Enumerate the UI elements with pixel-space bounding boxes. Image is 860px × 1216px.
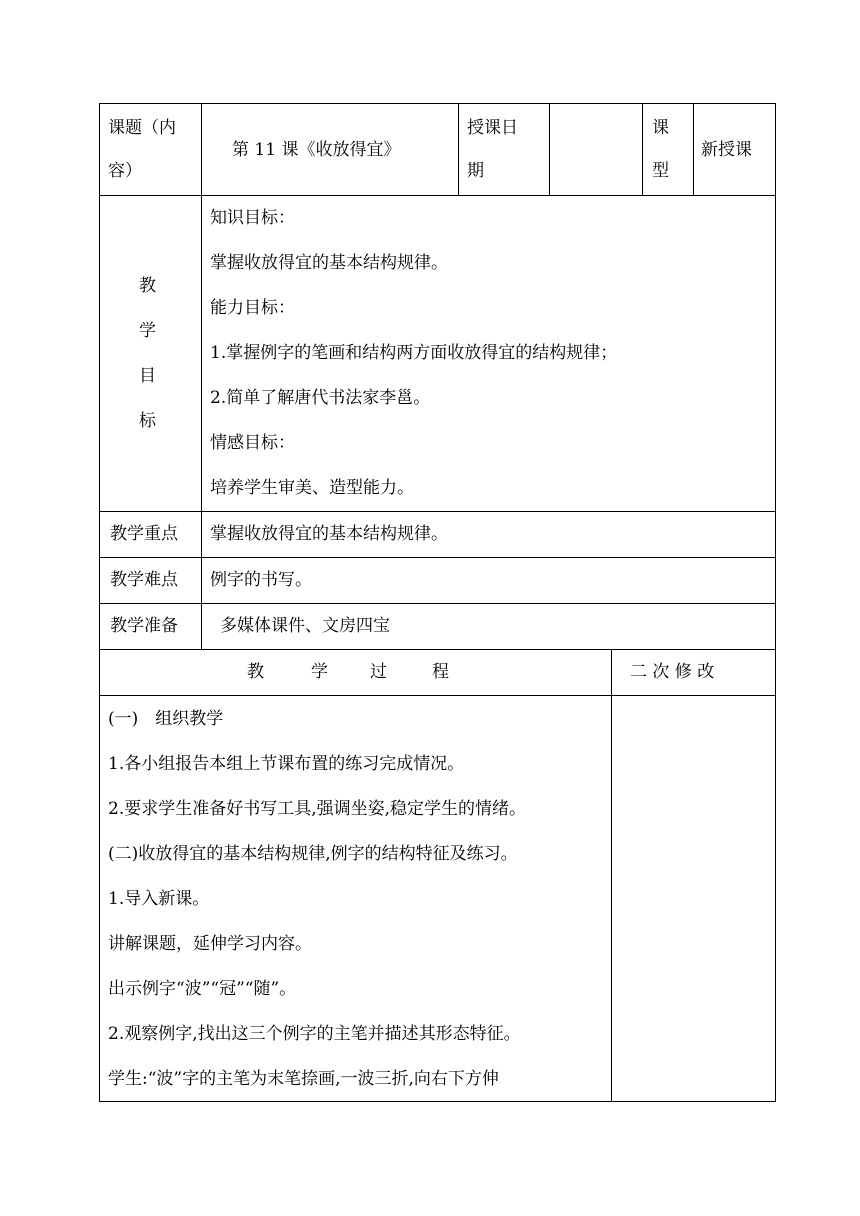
process-line: 讲解课题，延伸学习内容。 [108, 934, 312, 954]
topic-value: 第 11 课《收放得宜》 [232, 140, 401, 160]
preparation-label: 教学准备 [110, 616, 178, 636]
objectives-label-char: 学 [139, 321, 156, 341]
topic-label-cont: 容） [108, 161, 142, 181]
revision-label: 二 次 修 改 [630, 662, 715, 682]
process-header-char: 程 [432, 662, 449, 682]
border-row6-bottom [99, 695, 776, 696]
objectives-label-char: 教 [139, 276, 156, 296]
difficulty-value: 例字的书写。 [210, 570, 312, 590]
border-left [99, 103, 100, 1102]
process-line: 2.要求学生准备好书写工具,强调坐姿,稳定学生的情绪。 [108, 799, 527, 819]
process-line: 1.导入新课。 [108, 889, 210, 909]
border-row1-col2 [458, 103, 459, 195]
process-header-char: 教 [247, 662, 264, 682]
type-label-cont: 型 [652, 161, 669, 181]
process-line: 2.观察例字,找出这三个例字的主笔并描述其形态特征。 [108, 1024, 521, 1044]
border-row1-col3 [549, 103, 550, 195]
key-point-value: 掌握收放得宜的基本结构规律。 [210, 524, 448, 544]
border-process-col [611, 649, 612, 1101]
process-header-char: 学 [311, 662, 328, 682]
objective-line: 能力目标： [210, 298, 295, 318]
difficulty-label: 教学难点 [110, 570, 178, 590]
objectives-label-char: 标 [139, 411, 156, 431]
type-label: 课 [652, 118, 669, 138]
objective-line: 知识目标： [210, 208, 295, 228]
objective-line: 培养学生审美、造型能力。 [210, 478, 414, 498]
objective-line: 1.掌握例字的笔画和结构两方面收放得宜的结构规律； [210, 343, 618, 363]
border-row1-col5 [693, 103, 694, 195]
border-bottom [99, 1101, 776, 1102]
process-header-char: 过 [370, 662, 387, 682]
process-line: (一) 组织教学 [108, 709, 224, 729]
objective-line: 情感目标： [210, 433, 295, 453]
border-row1-col4 [642, 103, 643, 195]
process-line: 学生:“波”字的主笔为末笔捺画,一波三折,向右下方伸 [108, 1069, 499, 1089]
border-right [775, 103, 776, 1102]
objectives-label-char: 目 [139, 366, 156, 386]
date-label: 授课日 [467, 118, 518, 138]
border-row1-col1 [201, 103, 202, 195]
objective-line: 2.简单了解唐代书法家李邕。 [210, 388, 431, 408]
date-label-cont: 期 [467, 161, 484, 181]
process-line: 1.各小组报告本组上节课布置的练习完成情况。 [108, 754, 465, 774]
process-line: (二)收放得宜的基本结构规律,例字的结构特征及练习。 [108, 844, 518, 864]
type-value: 新授课 [701, 140, 752, 160]
topic-label: 课题（内 [108, 118, 176, 138]
process-line: 出示例字“波”“冠”“随”。 [108, 979, 297, 999]
border-label-col [201, 195, 202, 649]
key-point-label: 教学重点 [110, 524, 178, 544]
preparation-value: 多媒体课件、文房四宝 [220, 616, 390, 636]
border-row5-bottom [99, 649, 776, 650]
objective-line: 掌握收放得宜的基本结构规律。 [210, 253, 448, 273]
